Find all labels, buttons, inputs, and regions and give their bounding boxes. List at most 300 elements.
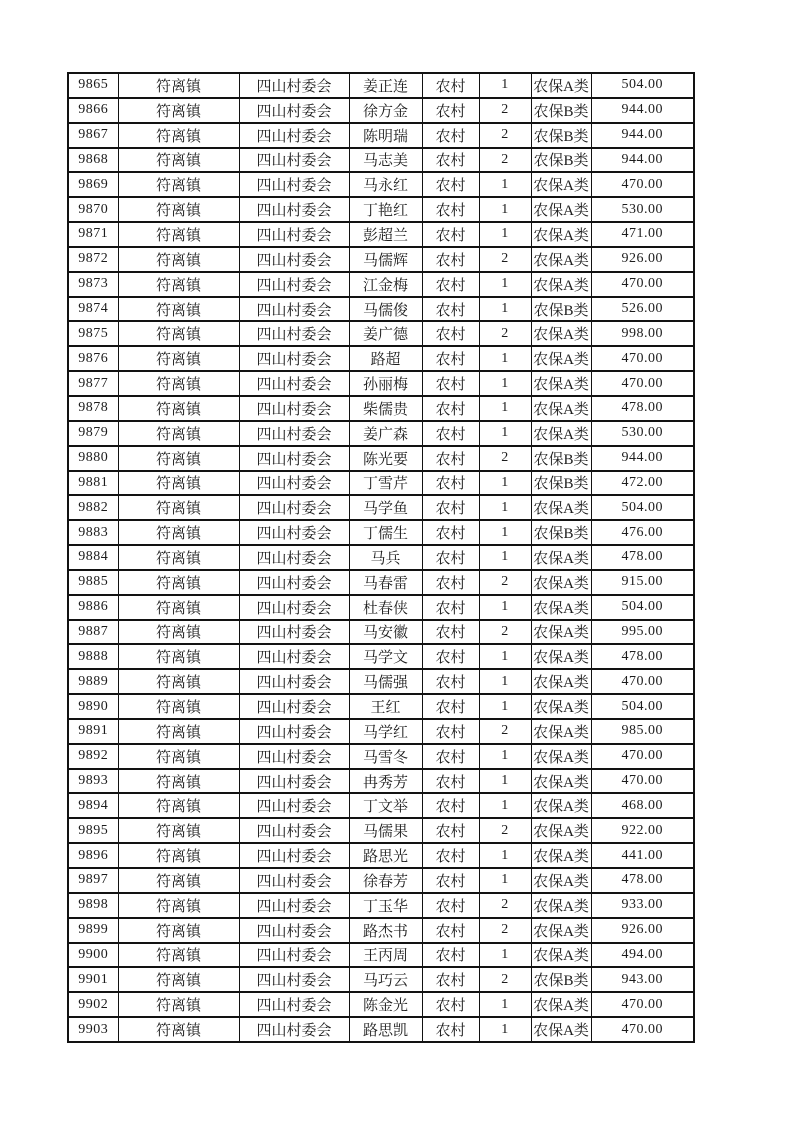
cell-town: 符离镇 (118, 297, 239, 322)
cell-name: 马春雷 (349, 570, 422, 595)
cell-category: 农保A类 (531, 843, 591, 868)
cell-town: 符离镇 (118, 520, 239, 545)
cell-name: 马兵 (349, 545, 422, 570)
cell-serial: 9892 (68, 744, 118, 769)
cell-name: 江金梅 (349, 272, 422, 297)
cell-residence: 农村 (422, 744, 479, 769)
cell-name: 姜广森 (349, 421, 422, 446)
cell-name: 马儒辉 (349, 247, 422, 272)
cell-town: 符离镇 (118, 644, 239, 669)
cell-residence: 农村 (422, 868, 479, 893)
cell-town: 符离镇 (118, 943, 239, 968)
cell-count: 2 (479, 570, 531, 595)
cell-village: 四山村委会 (239, 843, 349, 868)
cell-village: 四山村委会 (239, 1017, 349, 1042)
cell-category: 农保A类 (531, 719, 591, 744)
table-row (68, 992, 694, 1017)
cell-residence: 农村 (422, 644, 479, 669)
cell-village: 四山村委会 (239, 346, 349, 371)
cell-residence: 农村 (422, 197, 479, 222)
cell-category: 农保A类 (531, 272, 591, 297)
cell-count: 2 (479, 719, 531, 744)
cell-name: 徐方金 (349, 98, 422, 123)
cell-amount: 504.00 (591, 495, 694, 520)
cell-count: 1 (479, 222, 531, 247)
table-row (68, 197, 694, 222)
table-row (68, 247, 694, 272)
cell-residence: 农村 (422, 793, 479, 818)
cell-name: 马永红 (349, 172, 422, 197)
cell-residence: 农村 (422, 172, 479, 197)
table-row (68, 222, 694, 247)
cell-residence: 农村 (422, 446, 479, 471)
cell-serial: 9884 (68, 545, 118, 570)
cell-village: 四山村委会 (239, 719, 349, 744)
cell-count: 1 (479, 669, 531, 694)
cell-amount: 530.00 (591, 197, 694, 222)
cell-serial: 9889 (68, 669, 118, 694)
cell-name: 孙丽梅 (349, 371, 422, 396)
cell-amount: 470.00 (591, 1017, 694, 1042)
cell-serial: 9874 (68, 297, 118, 322)
cell-residence: 农村 (422, 967, 479, 992)
cell-serial: 9899 (68, 918, 118, 943)
table-body (68, 73, 694, 1042)
cell-count: 2 (479, 321, 531, 346)
cell-category: 农保B类 (531, 967, 591, 992)
cell-town: 符离镇 (118, 197, 239, 222)
cell-amount: 478.00 (591, 396, 694, 421)
cell-count: 1 (479, 644, 531, 669)
cell-residence: 农村 (422, 918, 479, 943)
cell-name: 丁玉华 (349, 893, 422, 918)
cell-category: 农保A类 (531, 943, 591, 968)
cell-serial: 9876 (68, 346, 118, 371)
cell-serial: 9879 (68, 421, 118, 446)
cell-town: 符离镇 (118, 1017, 239, 1042)
cell-serial: 9875 (68, 321, 118, 346)
cell-category: 农保A类 (531, 1017, 591, 1042)
cell-residence: 农村 (422, 570, 479, 595)
cell-residence: 农村 (422, 545, 479, 570)
table-row (68, 272, 694, 297)
cell-serial: 9869 (68, 172, 118, 197)
cell-amount: 478.00 (591, 644, 694, 669)
cell-count: 1 (479, 73, 531, 98)
cell-amount: 476.00 (591, 520, 694, 545)
cell-count: 1 (479, 346, 531, 371)
cell-village: 四山村委会 (239, 197, 349, 222)
cell-residence: 农村 (422, 943, 479, 968)
cell-count: 1 (479, 943, 531, 968)
cell-town: 符离镇 (118, 893, 239, 918)
cell-village: 四山村委会 (239, 297, 349, 322)
cell-town: 符离镇 (118, 719, 239, 744)
cell-count: 2 (479, 247, 531, 272)
cell-count: 2 (479, 918, 531, 943)
cell-category: 农保B类 (531, 520, 591, 545)
cell-town: 符离镇 (118, 222, 239, 247)
cell-count: 1 (479, 694, 531, 719)
cell-category: 农保A类 (531, 495, 591, 520)
cell-residence: 农村 (422, 272, 479, 297)
cell-residence: 农村 (422, 620, 479, 645)
cell-village: 四山村委会 (239, 868, 349, 893)
cell-category: 农保A类 (531, 172, 591, 197)
cell-village: 四山村委会 (239, 371, 349, 396)
cell-residence: 农村 (422, 893, 479, 918)
cell-residence: 农村 (422, 843, 479, 868)
cell-amount: 944.00 (591, 446, 694, 471)
cell-category: 农保B类 (531, 98, 591, 123)
cell-count: 1 (479, 595, 531, 620)
cell-amount: 472.00 (591, 471, 694, 496)
table-row (68, 1017, 694, 1042)
cell-count: 2 (479, 620, 531, 645)
cell-category: 农保A类 (531, 793, 591, 818)
cell-count: 1 (479, 744, 531, 769)
cell-residence: 农村 (422, 371, 479, 396)
cell-name: 马儒果 (349, 818, 422, 843)
cell-amount: 470.00 (591, 371, 694, 396)
cell-village: 四山村委会 (239, 893, 349, 918)
cell-amount: 478.00 (591, 545, 694, 570)
table-row (68, 669, 694, 694)
cell-count: 2 (479, 123, 531, 148)
table-row (68, 744, 694, 769)
cell-name: 丁艳红 (349, 197, 422, 222)
cell-town: 符离镇 (118, 620, 239, 645)
cell-amount: 985.00 (591, 719, 694, 744)
cell-serial: 9890 (68, 694, 118, 719)
cell-serial: 9900 (68, 943, 118, 968)
cell-serial: 9897 (68, 868, 118, 893)
cell-amount: 926.00 (591, 247, 694, 272)
cell-amount: 944.00 (591, 123, 694, 148)
cell-village: 四山村委会 (239, 570, 349, 595)
cell-village: 四山村委会 (239, 396, 349, 421)
cell-residence: 农村 (422, 98, 479, 123)
cell-name: 丁文举 (349, 793, 422, 818)
cell-category: 农保A类 (531, 918, 591, 943)
cell-residence: 农村 (422, 719, 479, 744)
cell-name: 路思光 (349, 843, 422, 868)
cell-town: 符离镇 (118, 371, 239, 396)
cell-village: 四山村委会 (239, 669, 349, 694)
cell-town: 符离镇 (118, 471, 239, 496)
cell-serial: 9867 (68, 123, 118, 148)
cell-town: 符离镇 (118, 446, 239, 471)
cell-town: 符离镇 (118, 570, 239, 595)
table-row (68, 893, 694, 918)
cell-serial: 9886 (68, 595, 118, 620)
cell-town: 符离镇 (118, 769, 239, 794)
cell-town: 符离镇 (118, 396, 239, 421)
table-row (68, 148, 694, 173)
table-row (68, 868, 694, 893)
cell-serial: 9873 (68, 272, 118, 297)
cell-category: 农保A类 (531, 620, 591, 645)
cell-amount: 478.00 (591, 868, 694, 893)
cell-town: 符离镇 (118, 321, 239, 346)
cell-serial: 9893 (68, 769, 118, 794)
cell-amount: 926.00 (591, 918, 694, 943)
cell-name: 彭超兰 (349, 222, 422, 247)
cell-town: 符离镇 (118, 123, 239, 148)
cell-residence: 农村 (422, 346, 479, 371)
cell-village: 四山村委会 (239, 123, 349, 148)
cell-village: 四山村委会 (239, 222, 349, 247)
cell-amount: 933.00 (591, 893, 694, 918)
table-row (68, 421, 694, 446)
cell-category: 农保A类 (531, 346, 591, 371)
cell-town: 符离镇 (118, 247, 239, 272)
cell-name: 姜广德 (349, 321, 422, 346)
cell-category: 农保A类 (531, 992, 591, 1017)
table-row (68, 297, 694, 322)
cell-town: 符离镇 (118, 595, 239, 620)
table-row (68, 769, 694, 794)
cell-serial: 9865 (68, 73, 118, 98)
cell-name: 马巧云 (349, 967, 422, 992)
cell-village: 四山村委会 (239, 148, 349, 173)
cell-residence: 农村 (422, 421, 479, 446)
cell-count: 1 (479, 769, 531, 794)
cell-name: 马安徽 (349, 620, 422, 645)
cell-name: 路超 (349, 346, 422, 371)
cell-name: 陈金光 (349, 992, 422, 1017)
cell-residence: 农村 (422, 1017, 479, 1042)
cell-amount: 943.00 (591, 967, 694, 992)
cell-town: 符离镇 (118, 793, 239, 818)
cell-amount: 944.00 (591, 98, 694, 123)
cell-count: 1 (479, 471, 531, 496)
cell-count: 1 (479, 992, 531, 1017)
cell-amount: 494.00 (591, 943, 694, 968)
cell-residence: 农村 (422, 222, 479, 247)
cell-amount: 470.00 (591, 272, 694, 297)
table-row (68, 446, 694, 471)
cell-count: 1 (479, 495, 531, 520)
cell-name: 丁雪芹 (349, 471, 422, 496)
cell-count: 1 (479, 272, 531, 297)
cell-town: 符离镇 (118, 967, 239, 992)
cell-amount: 526.00 (591, 297, 694, 322)
cell-town: 符离镇 (118, 495, 239, 520)
cell-category: 农保A类 (531, 321, 591, 346)
cell-residence: 农村 (422, 595, 479, 620)
cell-name: 王丙周 (349, 943, 422, 968)
cell-count: 1 (479, 297, 531, 322)
cell-village: 四山村委会 (239, 595, 349, 620)
cell-count: 1 (479, 396, 531, 421)
cell-town: 符离镇 (118, 843, 239, 868)
cell-amount: 504.00 (591, 73, 694, 98)
cell-village: 四山村委会 (239, 321, 349, 346)
cell-town: 符离镇 (118, 272, 239, 297)
cell-serial: 9901 (68, 967, 118, 992)
table-row (68, 520, 694, 545)
cell-town: 符离镇 (118, 868, 239, 893)
cell-category: 农保A类 (531, 545, 591, 570)
table-row (68, 172, 694, 197)
cell-town: 符离镇 (118, 98, 239, 123)
cell-name: 马志美 (349, 148, 422, 173)
cell-amount: 470.00 (591, 669, 694, 694)
cell-category: 农保A类 (531, 421, 591, 446)
cell-name: 马儒俊 (349, 297, 422, 322)
cell-amount: 944.00 (591, 148, 694, 173)
cell-category: 农保A类 (531, 644, 591, 669)
cell-amount: 915.00 (591, 570, 694, 595)
cell-category: 农保A类 (531, 868, 591, 893)
table-row (68, 495, 694, 520)
cell-village: 四山村委会 (239, 769, 349, 794)
cell-village: 四山村委会 (239, 495, 349, 520)
cell-village: 四山村委会 (239, 918, 349, 943)
table-row (68, 843, 694, 868)
cell-town: 符离镇 (118, 694, 239, 719)
cell-residence: 农村 (422, 73, 479, 98)
cell-category: 农保A类 (531, 371, 591, 396)
cell-serial: 9877 (68, 371, 118, 396)
table-row (68, 371, 694, 396)
cell-village: 四山村委会 (239, 446, 349, 471)
cell-count: 1 (479, 868, 531, 893)
cell-amount: 470.00 (591, 769, 694, 794)
cell-serial: 9891 (68, 719, 118, 744)
cell-name: 路思凯 (349, 1017, 422, 1042)
table-row (68, 620, 694, 645)
cell-serial: 9878 (68, 396, 118, 421)
cell-category: 农保A类 (531, 893, 591, 918)
cell-amount: 470.00 (591, 346, 694, 371)
table-row (68, 471, 694, 496)
cell-name: 冉秀芳 (349, 769, 422, 794)
cell-residence: 农村 (422, 247, 479, 272)
cell-town: 符离镇 (118, 744, 239, 769)
cell-serial: 9887 (68, 620, 118, 645)
cell-category: 农保A类 (531, 396, 591, 421)
pension-roster-table (67, 72, 695, 1043)
table-row (68, 967, 694, 992)
cell-count: 1 (479, 520, 531, 545)
cell-residence: 农村 (422, 769, 479, 794)
cell-residence: 农村 (422, 992, 479, 1017)
cell-count: 2 (479, 893, 531, 918)
cell-village: 四山村委会 (239, 620, 349, 645)
cell-amount: 470.00 (591, 172, 694, 197)
cell-residence: 农村 (422, 321, 479, 346)
cell-residence: 农村 (422, 148, 479, 173)
cell-count: 2 (479, 818, 531, 843)
cell-name: 丁儒生 (349, 520, 422, 545)
table-row (68, 943, 694, 968)
cell-name: 马雪冬 (349, 744, 422, 769)
cell-town: 符离镇 (118, 992, 239, 1017)
cell-serial: 9883 (68, 520, 118, 545)
cell-amount: 470.00 (591, 744, 694, 769)
cell-village: 四山村委会 (239, 247, 349, 272)
cell-residence: 农村 (422, 396, 479, 421)
cell-village: 四山村委会 (239, 992, 349, 1017)
cell-village: 四山村委会 (239, 520, 349, 545)
cell-serial: 9896 (68, 843, 118, 868)
table-row (68, 644, 694, 669)
table-row (68, 98, 694, 123)
cell-village: 四山村委会 (239, 98, 349, 123)
cell-serial: 9885 (68, 570, 118, 595)
cell-village: 四山村委会 (239, 272, 349, 297)
cell-count: 1 (479, 172, 531, 197)
cell-amount: 998.00 (591, 321, 694, 346)
table-row (68, 719, 694, 744)
cell-category: 农保A类 (531, 818, 591, 843)
cell-amount: 995.00 (591, 620, 694, 645)
cell-residence: 农村 (422, 471, 479, 496)
cell-count: 1 (479, 421, 531, 446)
cell-name: 马学鱼 (349, 495, 422, 520)
cell-town: 符离镇 (118, 421, 239, 446)
table-row (68, 545, 694, 570)
cell-category: 农保A类 (531, 669, 591, 694)
cell-category: 农保B类 (531, 446, 591, 471)
cell-count: 1 (479, 197, 531, 222)
cell-residence: 农村 (422, 669, 479, 694)
cell-category: 农保A类 (531, 694, 591, 719)
cell-village: 四山村委会 (239, 744, 349, 769)
cell-name: 姜正连 (349, 73, 422, 98)
cell-town: 符离镇 (118, 918, 239, 943)
cell-amount: 471.00 (591, 222, 694, 247)
cell-serial: 9902 (68, 992, 118, 1017)
cell-category: 农保A类 (531, 197, 591, 222)
table-row (68, 73, 694, 98)
cell-village: 四山村委会 (239, 421, 349, 446)
cell-count: 1 (479, 545, 531, 570)
cell-count: 1 (479, 371, 531, 396)
cell-village: 四山村委会 (239, 694, 349, 719)
cell-amount: 504.00 (591, 694, 694, 719)
cell-residence: 农村 (422, 818, 479, 843)
cell-amount: 922.00 (591, 818, 694, 843)
cell-name: 马学文 (349, 644, 422, 669)
cell-count: 2 (479, 967, 531, 992)
cell-village: 四山村委会 (239, 943, 349, 968)
cell-town: 符离镇 (118, 669, 239, 694)
cell-serial: 9870 (68, 197, 118, 222)
cell-count: 1 (479, 793, 531, 818)
cell-village: 四山村委会 (239, 172, 349, 197)
cell-category: 农保B类 (531, 297, 591, 322)
cell-town: 符离镇 (118, 818, 239, 843)
cell-category: 农保A类 (531, 595, 591, 620)
cell-name: 陈明瑞 (349, 123, 422, 148)
cell-amount: 530.00 (591, 421, 694, 446)
cell-town: 符离镇 (118, 346, 239, 371)
cell-name: 柴儒贵 (349, 396, 422, 421)
cell-category: 农保A类 (531, 222, 591, 247)
cell-village: 四山村委会 (239, 818, 349, 843)
cell-village: 四山村委会 (239, 73, 349, 98)
cell-count: 1 (479, 843, 531, 868)
cell-residence: 农村 (422, 297, 479, 322)
cell-name: 路杰书 (349, 918, 422, 943)
cell-village: 四山村委会 (239, 471, 349, 496)
cell-category: 农保A类 (531, 769, 591, 794)
table-row (68, 595, 694, 620)
cell-residence: 农村 (422, 520, 479, 545)
